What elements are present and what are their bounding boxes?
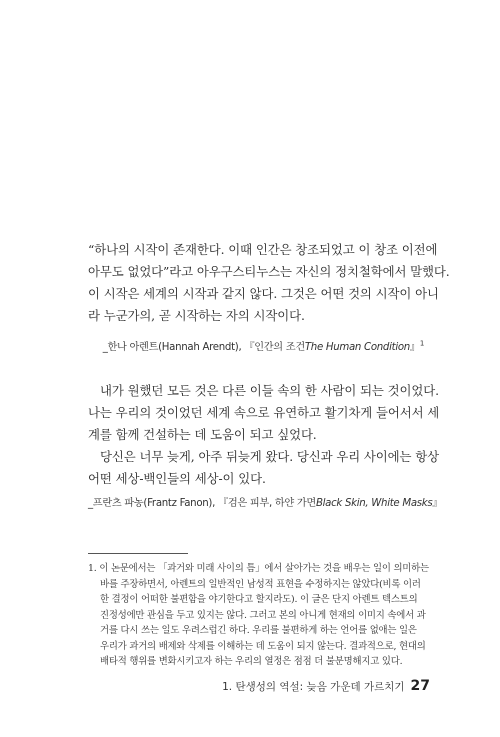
footnote-line: 한 결정이 어떠한 불편함을 야기한다고 할지라도). 이 글은 단지 아렌트 텍스트의 (100, 594, 418, 605)
page-footer (222, 678, 430, 694)
source-close: 』 (432, 498, 443, 509)
quote-fanon-para2 (88, 446, 439, 490)
quote-fanon-line: 어떤 세상-백인들의 세상-이 있다. (88, 471, 266, 486)
quote-fanon-line: 계를 함께 건설하는 데 도움이 되고 싶었다. (88, 427, 317, 442)
footnote-line: 1. 이 논문에서는 「과거와 미래 사이의 틈」에서 살아가는 것을 배우는 일이 의미하는 (88, 563, 429, 574)
footnote-line: 거를 다시 쓰는 일도 우려스럽긴 하다. 우리를 불편하게 하는 언어를 없애는 일은 (100, 625, 417, 636)
quote-fanon-para1 (88, 380, 440, 446)
quote-augustine-line: 아무도 없었다”라고 아우구스티누스는 자신의 정치철학에서 말했다. (88, 264, 450, 279)
quote-fanon-line: 나는 우리의 것이었던 세계 속으로 유연하고 활기차게 들어서서 세 (88, 405, 440, 420)
footnote-divider (88, 553, 188, 554)
footnote (88, 561, 429, 670)
footnote-line: 바를 주장하면서, 아렌트의 일반적인 남성적 표현을 수정하지는 않았다(비록 이러 (100, 578, 421, 590)
chapter-title: 1. 탄생성의 역설: 늦음 가운데 가르치기 (222, 681, 405, 693)
source-title: The Human Condition (304, 342, 410, 353)
footnote-line: 배타적 행위를 변화시키고자 하는 우리의 열정은 점점 더 불분명해지고 있다. (100, 656, 403, 667)
quote-augustine-line: 이 시작은 세계의 시작과 같지 않다. 그것은 어떤 것의 시작이 아니 (88, 286, 439, 301)
quote-fanon-source (88, 494, 443, 509)
quote-fanon-line: 당신은 너무 늦게, 아주 뒤늦게 왔다. 당신과 우리 사이에는 항상 (100, 449, 439, 464)
source-author: _한나 아렌트(Hannah Arendt), 『인간의 조건 (102, 342, 305, 353)
quote-augustine-line: “하나의 시작이 존재한다. 이때 인간은 창조되었고 이 창조 이전에 (88, 242, 438, 257)
footnote-ref[interactable]: 1 (419, 339, 424, 348)
page-number: 27 (410, 678, 430, 694)
source-title: Black Skin, White Masks (315, 498, 433, 509)
quote-augustine (88, 239, 450, 327)
source-close: 』 (409, 342, 420, 353)
footnote-line: 진정성에만 관심을 두고 있지는 않다. 그러고 본의 아니게 현재의 이미지 속에서 과 (100, 609, 426, 621)
quote-arendt-source (88, 338, 424, 353)
quote-augustine-line: 라 누군가의, 곧 시작하는 자의 시작이다. (88, 308, 305, 323)
source-author: _프란츠 파농(Frantz Fanon), 『검은 피부, 하얀 가면 (88, 498, 316, 509)
footnote-line: 우리가 과거의 배제와 삭제를 이해하는 데 도움이 되지 않는다. 결과적으로, 현대의 (100, 640, 426, 652)
quote-fanon-line: 내가 원했던 모든 것은 다른 이들 속의 한 사람이 되는 것이었다. (100, 383, 439, 398)
